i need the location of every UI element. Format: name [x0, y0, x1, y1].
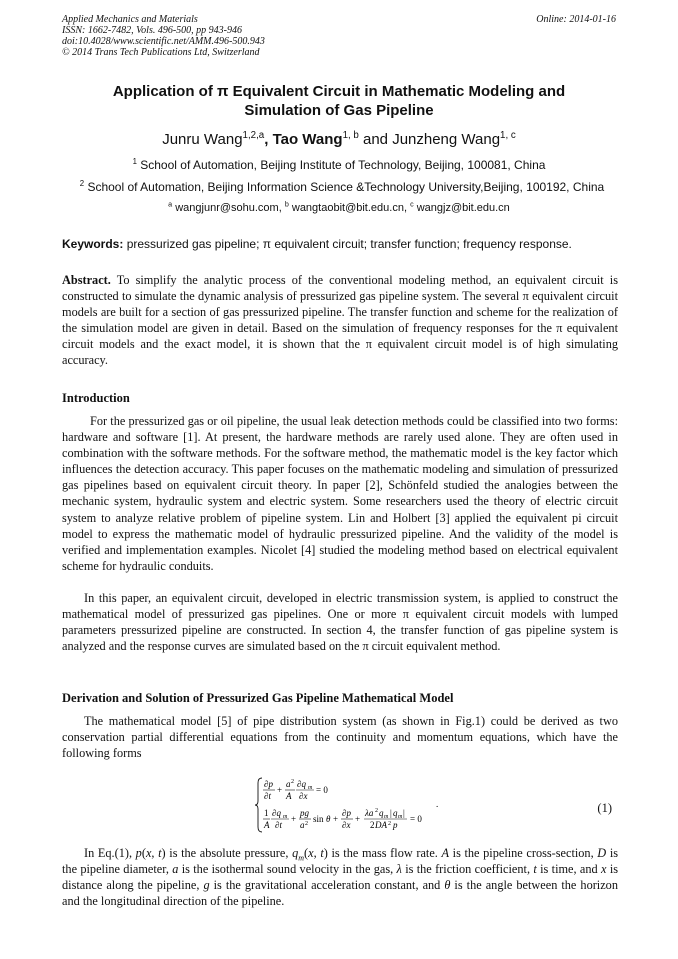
svg-text:2: 2	[291, 779, 294, 785]
abstract-text: To simplify the analytic process of the conventional modeling method, an equivalent circuit is constructed to simulate the dynamic analysis of pressurized gas pipeline system. The several π equivalent circuit models are built for a section of gas pressurized pipeline. The transfer function and scheme for the realization of the simulation model are given in detail. Based on the simulation of frequency responses for the π equivalent circuit models and the exact model, it is shown that the π equivalent circuit model is of high simulating accuracy.	[62, 273, 618, 368]
svg-text:∂q: ∂q	[272, 808, 281, 818]
copyright: © 2014 Trans Tech Publications Ltd, Switzerland	[62, 47, 260, 58]
svg-text:λa: λa	[365, 808, 374, 818]
svg-text:1: 1	[264, 808, 269, 818]
title-line-1: Application of π Equivalent Circuit in Mathematic Modeling and	[112, 83, 566, 100]
author-1: Junru Wang	[162, 131, 243, 148]
svg-text:A: A	[286, 791, 292, 801]
svg-text:+: +	[277, 785, 283, 795]
svg-text:m: m	[283, 814, 288, 820]
online-date: Online: 2014-01-16	[536, 14, 616, 25]
introduction-heading: Introduction	[62, 391, 130, 405]
email-c[interactable]: wangjz@bit.edu.cn	[413, 202, 510, 214]
svg-text:a: a	[286, 779, 291, 789]
abstract-label: Abstract.	[62, 273, 111, 287]
svg-text:|: |	[403, 808, 405, 818]
svg-text:+: +	[291, 814, 297, 824]
svg-text:p: p	[393, 820, 398, 830]
introduction-paragraph-2: In this paper, an equivalent circuit, developed in electric transmission system, is applied to construct the mathematical model of pressurized gas pipelines. One or more π equivalent circuit models with lumped parameters pressurized pipeline are constructed. In section 4, the transfer function of gas pipeline system is analyzed and the response curves are simulated based on the π circuit equivalent method.	[62, 591, 618, 654]
svg-text:|: |	[390, 808, 392, 818]
svg-text:∂p: ∂p	[264, 779, 273, 789]
paper-title	[60, 82, 618, 120]
abstract	[62, 272, 618, 369]
svg-text:+: +	[355, 814, 361, 824]
email-b[interactable]: wangtaobit@bit.edu.cn,	[288, 202, 411, 214]
svg-text:2: 2	[375, 808, 378, 814]
derivation-heading: Derivation and Solution of Pressurized Gas Pipeline Mathematical Model	[62, 691, 454, 705]
author-3-affil: 1, c	[500, 130, 516, 141]
keywords-label: Keywords:	[62, 237, 124, 251]
svg-text:q: q	[379, 808, 384, 818]
svg-text:pg: pg	[300, 808, 309, 818]
svg-text:∂x: ∂x	[299, 791, 308, 801]
derivation-paragraph-2: In Eq.(1), p(x, t) is the absolute pressure, $q_m(x$, t) is the mass flow rate. A is the pipeline cross-section, D is the pipeline diameter, a is the isothermal sound velocity in the gas, λ is the friction coefficient, t is time, and x is distance along the pipeline, g is the gravitational acceleration constant, and θ is the angle between the horizon and the longitudinal direction of the pipeline.	[62, 846, 619, 909]
journal-name: Applied Mechanics and Materials	[62, 14, 198, 25]
svg-text:DA: DA	[375, 820, 387, 830]
title-line-2: Simulation of Gas Pipeline	[244, 102, 434, 119]
doi: doi:10.4028/www.scientific.net/AMM.496-500.943	[62, 36, 265, 47]
svg-text:.: .	[436, 799, 439, 809]
svg-text:m: m	[398, 814, 403, 820]
svg-text:= 0: = 0	[410, 814, 422, 824]
svg-text:θ: θ	[326, 814, 331, 824]
introduction-paragraph-1: For the pressurized gas or oil pipeline, the usual leak detection methods could be classified into two forms: hardware and software [1]. At present, the hardware methods are rarely used alone. They are often used in combination with the software methods. For the software method, the mathematic model is the key factor which influences the detection accuracy. This paper focuses on the mathematic modeling and simulation of pressurized gas pipelines based on equivalent circuit theory. In paper [2], Schönfeld studied the analogies between the mechanic system, hydraulic system and electric system. Some researchers used the theory of electric circuit system to analyze relative problem of pipeline system. Lin and Holbert [3] applied the equivalent pi circuit model to express the mathematic model of hydraulic pressurized pipeline. And the validity of the model is verified and implementation examples. Nicolet [4] studied the modeling method based on electrical equivalent scheme for hydraulic conduits.	[62, 414, 618, 573]
svg-text:sin: sin	[313, 814, 324, 824]
svg-text:2: 2	[370, 820, 375, 830]
affiliation-2: $^2$ School of Automation, Beijing Information Science &Technology University,Beijing, 100192, China	[79, 179, 605, 194]
svg-text:+: +	[333, 814, 339, 824]
journal-header	[62, 14, 265, 58]
svg-text:A: A	[264, 820, 270, 830]
email-a[interactable]: wangjunr@sohu.com,	[172, 202, 285, 214]
issn: ISSN: 1662-7482, Vols. 496-500, pp 943-946	[62, 25, 242, 36]
svg-text:∂t: ∂t	[264, 791, 271, 801]
keywords-text: pressurized gas pipeline; π equivalent circuit; transfer function; frequency response.	[123, 237, 572, 251]
svg-text:∂q: ∂q	[297, 779, 306, 789]
derivation-paragraph-1: The mathematical model [5] of pipe distribution system (as shown in Fig.1) could be derived as two conservation partial differential equations from the continuity and momentum equations, which have the following forms	[62, 714, 618, 761]
svg-text:∂t: ∂t	[275, 820, 282, 830]
svg-text:2: 2	[305, 821, 308, 827]
svg-text:2: 2	[388, 821, 391, 827]
svg-text:a: a	[300, 820, 305, 830]
author-2-affil: 1, b	[342, 130, 359, 141]
equation-1	[255, 775, 475, 835]
svg-text:m: m	[308, 785, 313, 791]
svg-text:q: q	[393, 808, 398, 818]
affiliation-1: $^1$ School of Automation, Beijing Institute of Technology, Beijing, 100081, China	[132, 157, 546, 172]
emails: $^a$ wangjunr@sohu.com, $^b$ wangtaobit@bit.edu.cn, $^c$ wangjz@bit.edu.cn	[168, 200, 510, 214]
equation-number: (1)	[597, 801, 612, 815]
author-1-affil: 1,2,a	[242, 130, 265, 141]
authors	[60, 131, 618, 148]
keywords	[62, 237, 618, 251]
svg-text:m: m	[384, 814, 389, 820]
author-2: , Tao Wang	[264, 131, 343, 148]
author-3: and Junzheng Wang	[358, 131, 501, 148]
svg-text:= 0: = 0	[316, 785, 328, 795]
svg-text:∂x: ∂x	[342, 820, 351, 830]
svg-text:∂p: ∂p	[342, 808, 351, 818]
